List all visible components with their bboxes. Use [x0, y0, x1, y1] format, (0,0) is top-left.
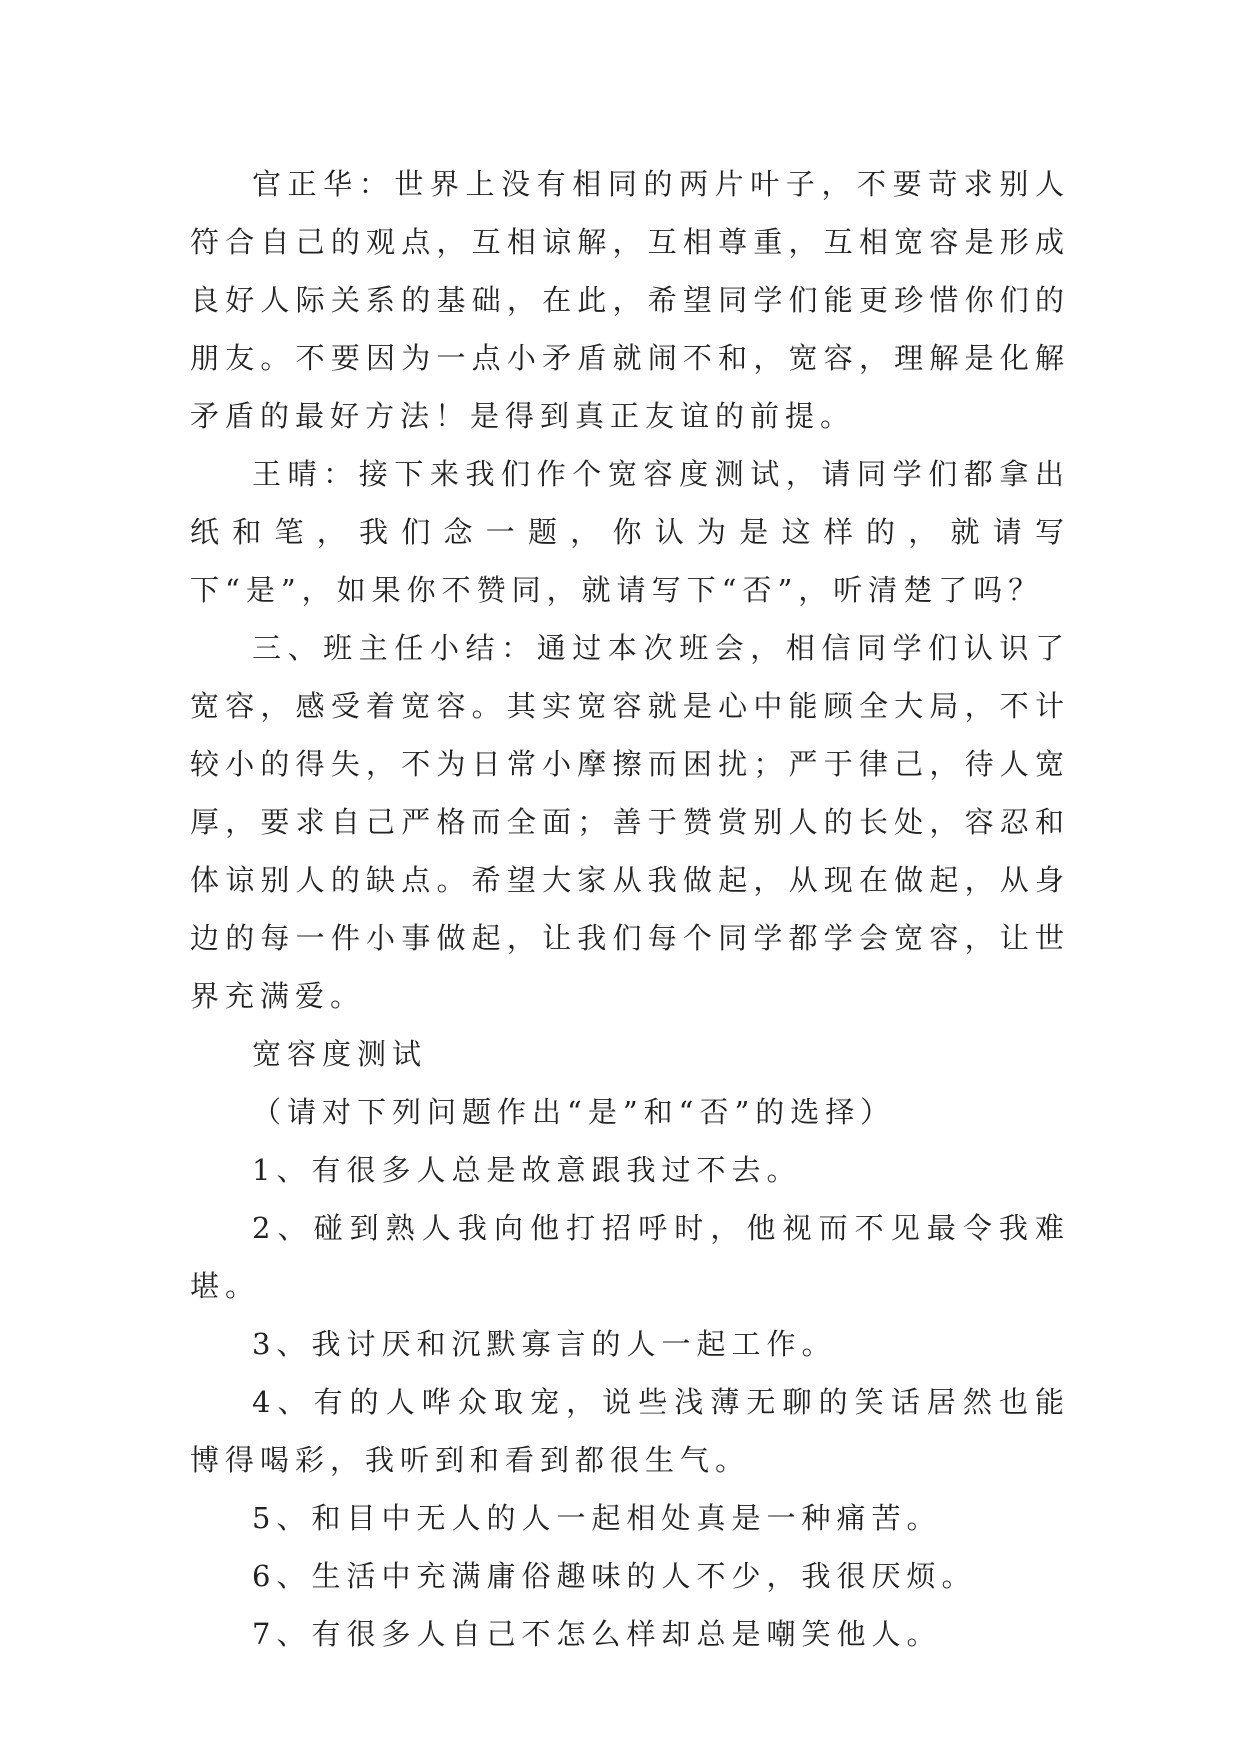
paragraph-wang-qing: 王晴：接下来我们作个宽容度测试，请同学们都拿出纸和笔，我们念一题，你认为是这样的，就请写下“是”，如果你不赞同，就请写下“否”，听清楚了吗？: [190, 457, 1070, 607]
test-question-2: 2、碰到熟人我向他打招呼时，他视而不见最令我难堪。: [190, 1211, 1070, 1303]
test-question-4: 4、有的人哗众取宠，说些浅薄无聊的笑话居然也能博得喝彩，我听到和看到都很生气。: [190, 1385, 1070, 1477]
test-question-5: 5、和目中无人的人一起相处真是一种痛苦。: [252, 1501, 942, 1535]
paragraph-teacher-summary: 三、班主任小结：通过本次班会，相信同学们认识了宽容，感受着宽容。其实宽容就是心中能顾全大局，不计较小的得失，不为日常小摩擦而困扰；严于律己，待人宽厚，要求自己严格而全面；善于赞赏别人的长处，容忍和体谅别人的缺点。希望大家从我做起，从现在做起，从身边的每一件小事做起，让我们每个同学都学会宽容，让世界充满爱。: [190, 631, 1070, 1013]
test-question-1: 1、有很多人总是故意跟我过不去。: [252, 1153, 802, 1187]
test-title: 宽容度测试: [252, 1037, 428, 1071]
paragraph-guan-zhenghua: 官正华：世界上没有相同的两片叶子，不要苛求别人符合自己的观点，互相谅解，互相尊重，互相宽容是形成良好人际关系的基础，在此，希望同学们能更珍惜你们的朋友。不要因为一点小矛盾就闹不和，宽容，理解是化解矛盾的最好方法！是得到真正友谊的前提。: [190, 167, 1070, 433]
test-instructions: （请对下列问题作出“是”和“否”的选择）: [252, 1095, 896, 1129]
document-body: [190, 155, 1070, 1663]
test-question-3: 3、我讨厌和沉默寡言的人一起工作。: [252, 1327, 837, 1361]
test-question-6: 6、生活中充满庸俗趣味的人不少，我很厌烦。: [252, 1559, 977, 1593]
test-question-7: 7、有很多人自己不怎么样却总是嘲笑他人。: [252, 1617, 942, 1651]
